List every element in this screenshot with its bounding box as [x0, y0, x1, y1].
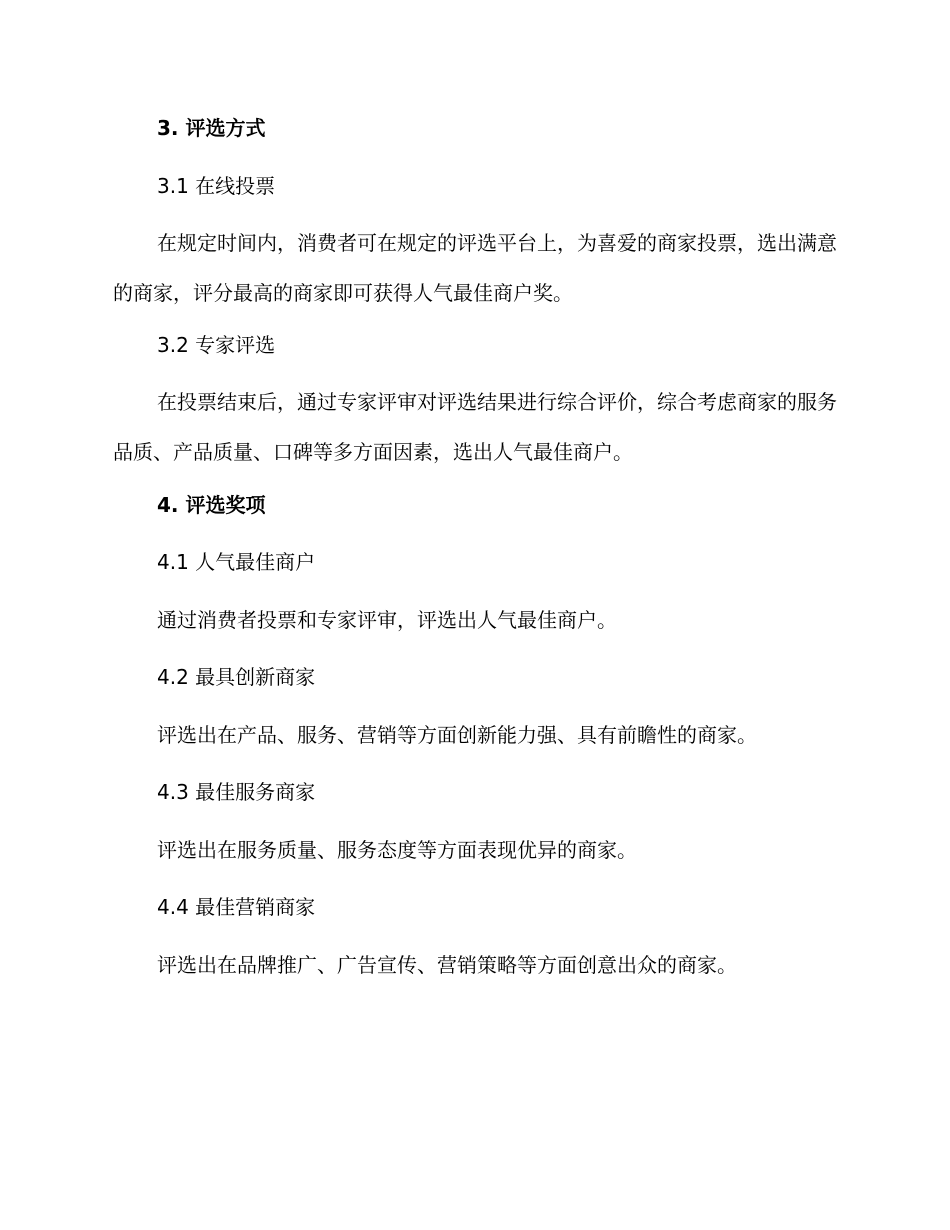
award-4-3-body: 评选出在服务质量、服务态度等方面表现优异的商家。	[157, 838, 637, 862]
award-4-1-body: 通过消费者投票和专家评审，评选出人气最佳商户。	[157, 608, 617, 632]
award-4-2-title: 4.2 最具创新商家	[157, 665, 316, 689]
section-4-heading: 4. 评选奖项	[157, 493, 266, 517]
award-4-4-body: 评选出在品牌推广、广告宣传、营销策略等方面创意出众的商家。	[157, 953, 737, 977]
award-4-4-title: 4.4 最佳营销商家	[157, 895, 316, 919]
award-4-1-title: 4.1 人气最佳商户	[157, 550, 316, 574]
subsection-3-1-body: 在规定时间内，消费者可在规定的评选平台上，为喜爱的商家投票，选出满意的商家，评分最高的商家即可获得人气最佳商户奖。	[113, 231, 837, 305]
subsection-3-2-body: 在投票结束后，通过专家评审对评选结果进行综合评价，综合考虑商家的服务品质、产品质量、口碑等多方面因素，选出人气最佳商户。	[113, 390, 837, 464]
section-3-heading: 3. 评选方式	[157, 116, 266, 140]
award-4-3-title: 4.3 最佳服务商家	[157, 780, 316, 804]
subsection-3-2-title: 3.2 专家评选	[157, 333, 276, 357]
award-4-2-body: 评选出在产品、服务、营销等方面创新能力强、具有前瞻性的商家。	[157, 723, 757, 747]
subsection-3-1-title: 3.1 在线投票	[157, 174, 276, 198]
